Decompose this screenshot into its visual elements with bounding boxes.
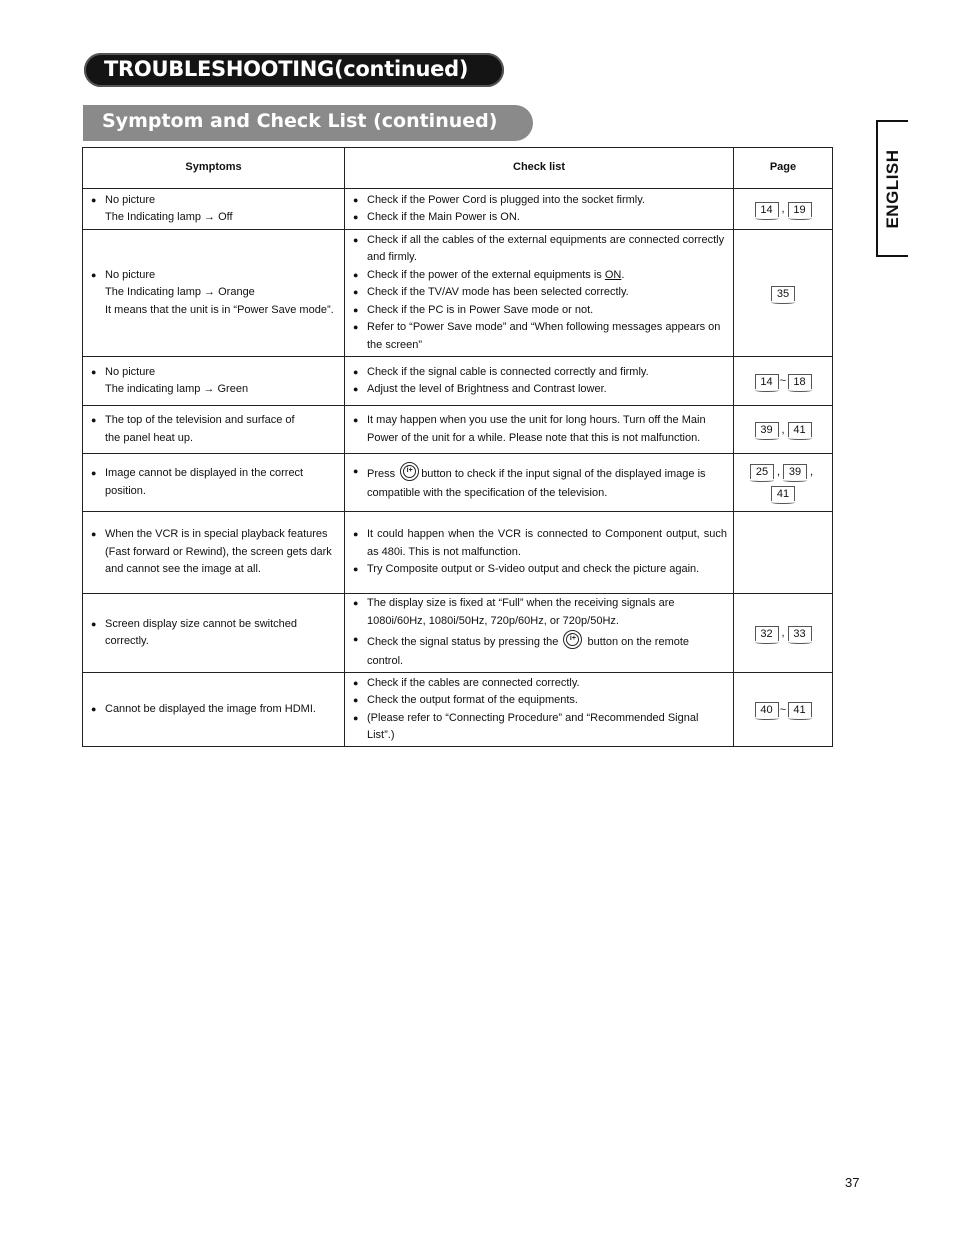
symptom-item: ● The top of the television and surface of the panel heat up. (91, 412, 338, 447)
symptom-cell (83, 357, 345, 406)
page-title-banner (84, 53, 504, 87)
check-item: ● Try Composite output or S-video output and check the picture again. (353, 561, 727, 579)
symptom-cell (83, 454, 345, 512)
table-row (83, 594, 833, 673)
symptom-item: ● Cannot be displayed the image from HDMI. (91, 701, 338, 719)
checklist-cell (345, 594, 734, 673)
check-item: ● (Please refer to “Connecting Procedure” and “Recommended Signal List”.) (353, 710, 727, 745)
check-item: ● Check if the Power Cord is plugged into the socket firmly. (353, 192, 727, 210)
page-ref-cell: 40 ~ 41 (734, 673, 833, 747)
check-item: ● Press i+ button to check if the input signal of the displayed image is compatible with the specification of the television. (353, 462, 727, 503)
symptom-cell (83, 230, 345, 357)
symptom-cell (83, 673, 345, 747)
table-row (83, 230, 833, 357)
check-item: ● The display size is fixed at “Full” when the receiving signals are 1080i/60Hz, 1080i/50Hz, 720p/60Hz, or 720p/50Hz. (353, 595, 727, 630)
page-ref-book-icon: 40 (755, 702, 779, 717)
page-number: 37 (845, 1175, 860, 1190)
section-subtitle-banner (83, 105, 533, 141)
checklist-cell (345, 406, 734, 454)
checklist-cell (345, 673, 734, 747)
info-button-icon: i+ (563, 630, 582, 649)
checklist-cell (345, 230, 734, 357)
info-button-icon: i+ (400, 462, 419, 481)
section-subtitle: Symptom and Check List (continued) (102, 110, 498, 132)
symptom-cell (83, 406, 345, 454)
page-ref-cell (734, 512, 833, 594)
page-ref-book-icon: 14 (755, 202, 779, 217)
page-ref-book-icon: 41 (788, 422, 812, 437)
check-item: ● Check if the PC is in Power Save mode or not. (353, 302, 727, 320)
symptom-cell (83, 594, 345, 673)
page-ref-cell (734, 230, 833, 357)
symptom-item: ● No picture The Indicating lamp → Off (91, 192, 338, 227)
page-ref-cell: 14 , 19 (734, 189, 833, 230)
header-page: Page (734, 148, 833, 189)
page-ref-book-icon: 41 (771, 486, 795, 501)
check-item: ● Refer to “Power Save mode” and “When following messages appears on the screen” (353, 319, 727, 354)
table-row (83, 357, 833, 406)
check-item: ● Check the output format of the equipments. (353, 692, 727, 710)
symptom-item: ● No picture The Indicating lamp → Orange It means that the unit is in “Power Save mode”. (91, 267, 338, 320)
page-ref-book-icon: 39 (783, 464, 807, 479)
check-item: ● Check if the TV/AV mode has been selected correctly. (353, 284, 727, 302)
table-row (83, 406, 833, 454)
table-row (83, 512, 833, 594)
page-ref-book-icon: 39 (755, 422, 779, 437)
check-item: ● Check if the Main Power is ON. (353, 209, 727, 227)
check-item: ● Check if all the cables of the external equipments are connected correctly and firmly. (353, 232, 727, 267)
check-item: ● Check if the power of the external equipments is ON. (353, 267, 727, 285)
language-tab (876, 120, 908, 257)
page-ref-cell: 14 ~ 18 (734, 357, 833, 406)
header-symptoms: Symptoms (83, 148, 345, 189)
page-ref-cell: 39 , 41 (734, 406, 833, 454)
symptom-item: ● No picture The indicating lamp → Green (91, 364, 338, 399)
page-ref-cell: 25 , 39 , 41 (734, 454, 833, 512)
page-ref-book-icon: 18 (788, 374, 812, 389)
table-row (83, 454, 833, 512)
check-item: ● Adjust the level of Brightness and Contrast lower. (353, 381, 727, 399)
checklist-cell (345, 189, 734, 230)
symptom-item: ● Image cannot be displayed in the correct position. (91, 465, 338, 500)
table-row (83, 673, 833, 747)
header-checklist: Check list (345, 148, 734, 189)
language-tab-label: ENGLISH (883, 148, 902, 229)
table-row (83, 189, 833, 230)
page-ref-book-icon: 25 (750, 464, 774, 479)
checklist-cell (345, 454, 734, 512)
page-ref-cell: 32 , 33 (734, 594, 833, 673)
page-ref-book-icon: 14 (755, 374, 779, 389)
page-ref-book-icon: 19 (788, 202, 812, 217)
page-title: TROUBLESHOOTING(continued) (104, 57, 469, 81)
symptom-check-table (82, 147, 833, 747)
check-item: ● It could happen when the VCR is connected to Component output, such as 480i. This is not malfunction. (353, 526, 727, 561)
symptom-cell (83, 189, 345, 230)
check-item: ● Check if the signal cable is connected correctly and firmly. (353, 364, 727, 382)
check-item: ● It may happen when you use the unit for long hours. Turn off the Main Power of the unit for a while. Please note that this is not malfunction. (353, 412, 727, 447)
symptom-item: ● When the VCR is in special playback features (Fast forward or Rewind), the screen gets dark and cannot see the image at all. (91, 526, 338, 579)
page-ref-book-icon: 33 (788, 626, 812, 641)
page-ref-book-icon: 41 (788, 702, 812, 717)
symptom-item: ● Screen display size cannot be switched correctly. (91, 616, 338, 651)
check-item: ● Check if the cables are connected correctly. (353, 675, 727, 693)
checklist-cell (345, 357, 734, 406)
page-ref-book-icon: 32 (755, 626, 779, 641)
page-ref-book-icon: 35 (771, 286, 795, 301)
check-item: ● Check the signal status by pressing the i+ button on the remote control. (353, 630, 727, 671)
table-header-row (83, 148, 833, 189)
checklist-cell (345, 512, 734, 594)
symptom-cell (83, 512, 345, 594)
